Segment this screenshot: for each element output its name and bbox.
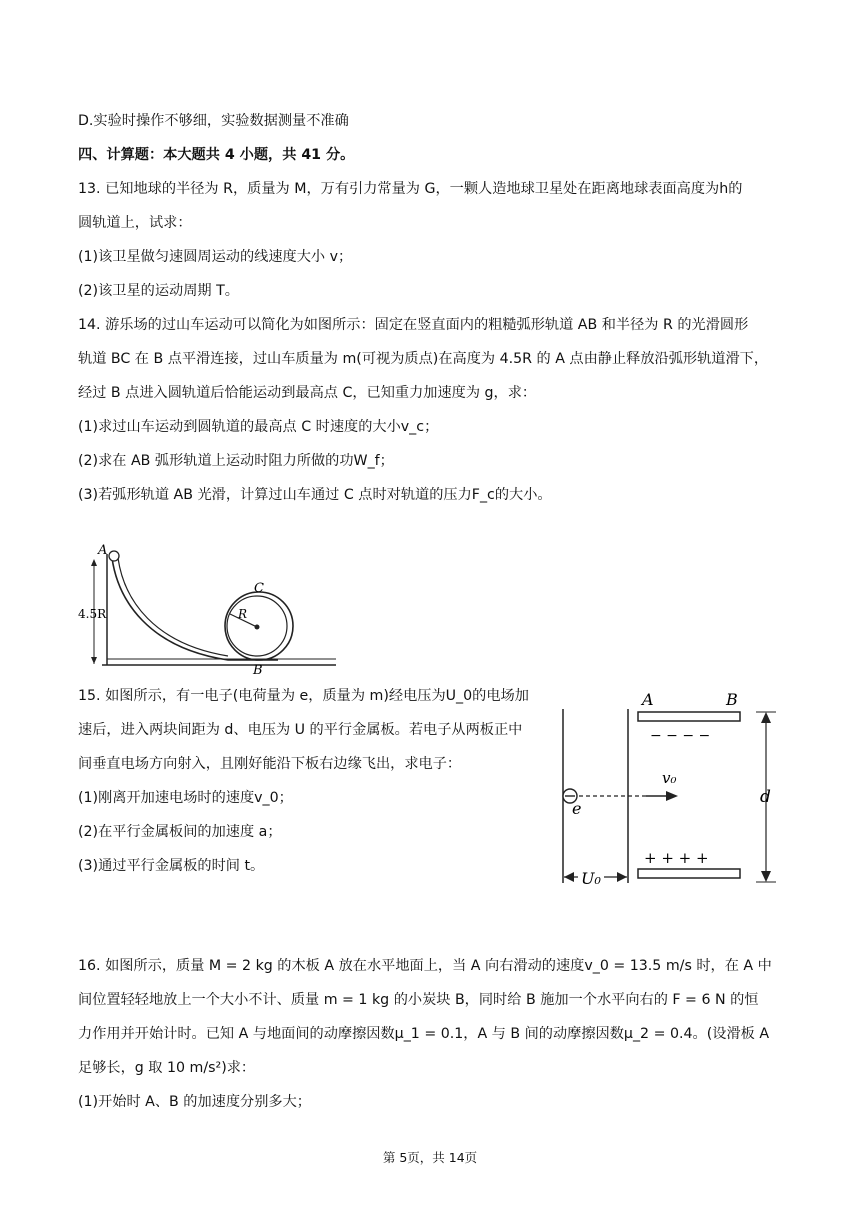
question-16-line-3: 力作用并开始计时。已知 A 与地面间的动摩擦因数μ_1 = 0.1，A 与 B 间的动摩擦因数μ_2 = 0.4。(设滑板 A (78, 1026, 770, 1042)
question-13-line-1: 13. 已知地球的半径为 R，质量为 M，万有引力常量为 G，一颗人造地球卫星处在距离地球表面高度为h的 (78, 181, 743, 197)
section-heading: 四、计算题：本大题共 4 小题，共 41 分。 (78, 147, 355, 163)
arc-track-inner (118, 558, 228, 656)
question-14-part-3: (3)若弧形轨道 AB 光滑，计算过山车通过 C 点时对轨道的压力F_c的大小。 (78, 487, 552, 503)
question-16-line-4: 足够长，g 取 10 m/s²)求： (78, 1060, 256, 1076)
arc-track-outer (112, 558, 278, 660)
question-13-part-2: (2)该卫星的运动周期 T。 (78, 283, 239, 299)
question-15-part-2: (2)在平行金属板间的加速度 a； (78, 824, 282, 840)
question-14-line-1: 14. 游乐场的过山车运动可以简化为如图所示：固定在竖直面内的粗糙弧形轨道 AB 和半径为 R 的光滑圆形 (78, 317, 749, 333)
velocity-arrowhead (666, 791, 678, 801)
page-footer: 第 5页，共 14页 (382, 1150, 478, 1165)
question-13-part-1: (1)该卫星做匀速圆周运动的线速度大小 v； (78, 249, 353, 265)
point-a-label: A (98, 543, 108, 558)
cart-ball (109, 551, 119, 561)
distance-arrow-down (761, 871, 771, 882)
question-16-part-1: (1)开始时 A、B 的加速度分别多大； (78, 1094, 311, 1110)
circle-center (255, 625, 260, 630)
height-label: 4.5R (78, 607, 107, 621)
v0-label: v₀ (662, 769, 677, 787)
height-arrow-down (91, 657, 97, 664)
point-b-label: B (253, 663, 263, 675)
voltage-arrow-right (617, 872, 627, 882)
plus-charges: + + + + (644, 849, 709, 867)
plate-b-label: B (726, 690, 738, 709)
point-c-label: C (254, 581, 264, 596)
question-13-line-2: 圆轨道上，试求： (78, 215, 192, 231)
question-16-line-1: 16. 如图所示，质量 M = 2 kg 的木板 A 放在水平地面上，当 A 向右滑动的速度v_0 = 13.5 m/s 时，在 A 中 (78, 958, 772, 974)
upper-plate (638, 712, 740, 721)
question-14-line-2: 轨道 BC 在 B 点平滑连接，过山车质量为 m(可视为质点)在高度为 4.5R 的 A 点由静止释放沿弧形轨道滑下， (78, 351, 769, 367)
question-15-line-1: 15. 如图所示，有一电子(电荷量为 e，质量为 m)经电压为U_0的电场加 (78, 688, 529, 704)
question-16-line-2: 间位置轻轻地放上一个大小不计、质量 m = 1 kg 的小炭块 B，同时给 B 施加一个水平向右的 F = 6 N 的恒 (78, 992, 759, 1008)
electron-plates-figure (550, 685, 790, 895)
option-d: D.实验时操作不够细，实验数据测量不准确 (78, 113, 349, 129)
question-15-line-2: 速后，进入两块间距为 d、电压为 U 的平行金属板。若电子从两板正中 (78, 722, 523, 738)
question-14-part-1: (1)求过山车运动到圆轨道的最高点 C 时速度的大小v_c； (78, 419, 439, 435)
distance-label: d (760, 787, 771, 807)
electron-label: e (572, 799, 582, 818)
radius-label: R (238, 607, 248, 621)
question-14-line-3: 经过 B 点进入圆轨道后恰能运动到最高点 C，已知重力加速度为 g，求： (78, 385, 537, 401)
distance-arrow-up (761, 712, 771, 723)
question-15-line-3: 间垂直电场方向射入，且刚好能沿下板右边缘飞出，求电子： (78, 756, 462, 772)
question-15-part-1: (1)刚离开加速电场时的速度v_0； (78, 790, 293, 806)
roller-coaster-figure (78, 540, 348, 675)
height-arrow-up (91, 559, 97, 566)
voltage-arrow-left (564, 872, 574, 882)
question-14-part-2: (2)求在 AB 弧形轨道上运动时阻力所做的功W_f； (78, 453, 394, 469)
question-15-part-3: (3)通过平行金属板的时间 t。 (78, 858, 265, 874)
plate-a-label: A (642, 690, 654, 709)
lower-plate (638, 869, 740, 878)
minus-charges: − − − − (650, 728, 711, 744)
u0-label: U₀ (581, 869, 601, 888)
